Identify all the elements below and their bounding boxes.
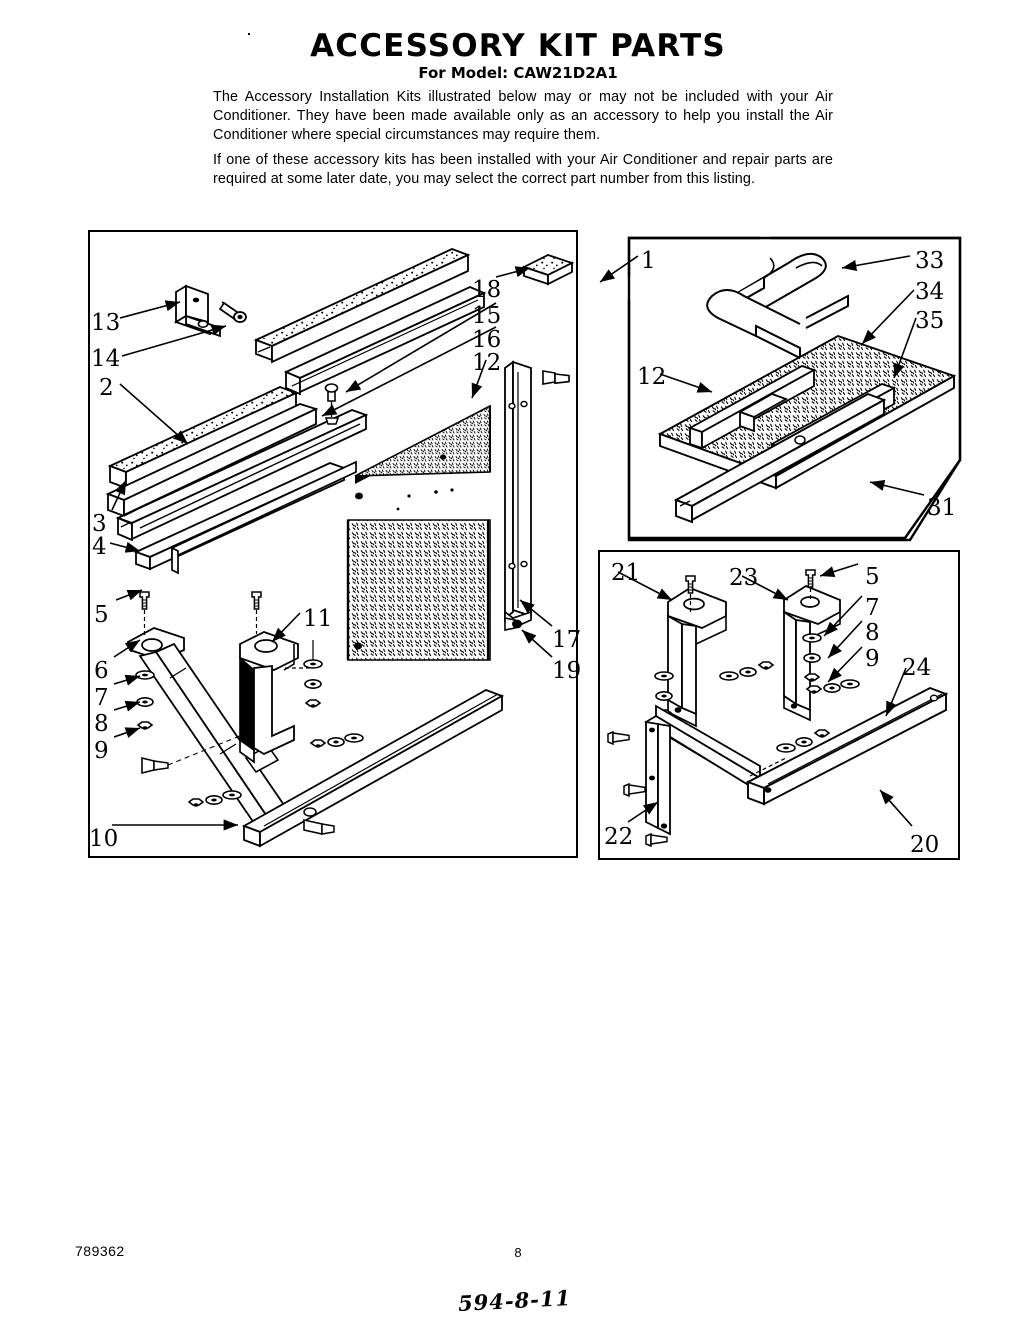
callout-left-18: 18 [472, 277, 502, 303]
callout-lower-right-20: 20 [910, 832, 940, 858]
callout-lower-right-5: 5 [865, 564, 880, 590]
callout-left-6: 6 [94, 658, 109, 684]
intro-paragraph-2: If one of these accessory kits has been installed with your Air Conditioner and repair parts are required at some later date, you may select the correct part number from this listing. [213, 151, 833, 187]
part-18-block [524, 255, 572, 284]
callout-left-13: 13 [91, 310, 121, 336]
part-12-foam-base [660, 336, 957, 522]
callout-left-17: 17 [552, 627, 582, 653]
document-number: 789362 [75, 1243, 125, 1259]
callout-upper-right-33: 33 [915, 248, 945, 274]
callout-lower-right-8: 8 [865, 620, 880, 646]
model-subtitle: For Model: CAW21D2A1 [418, 64, 618, 82]
part-13-bracket [176, 286, 220, 336]
callout-lower-right-7: 7 [865, 595, 880, 621]
callout-left-2: 2 [99, 375, 114, 401]
fastener-cluster-mid [311, 734, 363, 748]
part-15-screw [326, 384, 339, 424]
fastener-stack-mid [304, 660, 322, 708]
callout-left-14: 14 [91, 346, 121, 372]
callout-upper-right-35: 35 [915, 308, 945, 334]
callout-left-19: 19 [552, 658, 582, 684]
fastener-cluster-b [807, 680, 859, 694]
callout-left-11: 11 [303, 606, 333, 632]
part-21-bracket [668, 588, 726, 726]
callout-lower-right-9: 9 [865, 646, 880, 672]
callout-upper-right-34: 34 [915, 279, 945, 305]
part-12-foam-panel [348, 406, 490, 660]
callout-left-3: 3 [92, 511, 107, 537]
callout-left-15: 15 [472, 303, 502, 329]
part-16-bolt [543, 371, 569, 384]
part-14-bolt [220, 302, 246, 322]
callout-left-7: 7 [94, 685, 109, 711]
fastener-cluster-a [720, 662, 773, 680]
handwritten-note: 594-8-11 [457, 1285, 572, 1316]
fastener-stack-left [136, 671, 154, 730]
callout-left-8: 8 [94, 711, 109, 737]
callout-lower-right-24: 24 [902, 655, 932, 681]
callout-left-10: 10 [89, 826, 119, 852]
page-number: 8 [514, 1245, 522, 1260]
callout-upper-right-1: 1 [641, 248, 656, 274]
part-11-bracket [240, 632, 298, 762]
part-22-rail [640, 706, 760, 834]
callout-left-9: 9 [94, 738, 109, 764]
callout-left-16: 16 [472, 327, 502, 353]
part-17-vertical-angle [505, 362, 531, 628]
callout-lower-right-21: 21 [611, 560, 641, 586]
callout-left-4: 4 [92, 534, 107, 560]
callout-lower-right-22: 22 [604, 824, 634, 850]
fastener-cluster-bottom-left [189, 791, 241, 807]
part-10-rail [244, 690, 502, 846]
callout-left-5: 5 [94, 602, 109, 628]
callout-upper-right-31: 31 [927, 495, 957, 521]
page-title: ACCESSORY KIT PARTS [310, 28, 726, 64]
callout-upper-right-12: 12 [637, 364, 667, 390]
callout-left-12: 12 [472, 350, 502, 376]
part-5-screw [140, 592, 149, 609]
callout-lower-right-23: 23 [729, 565, 759, 591]
intro-paragraph-1: The Accessory Installation Kits illustrated below may or may not be included with your Air Conditioner. They have been made available only as an accessory to help you install the Air Conditioner where special circumstances may require them. [213, 89, 833, 144]
